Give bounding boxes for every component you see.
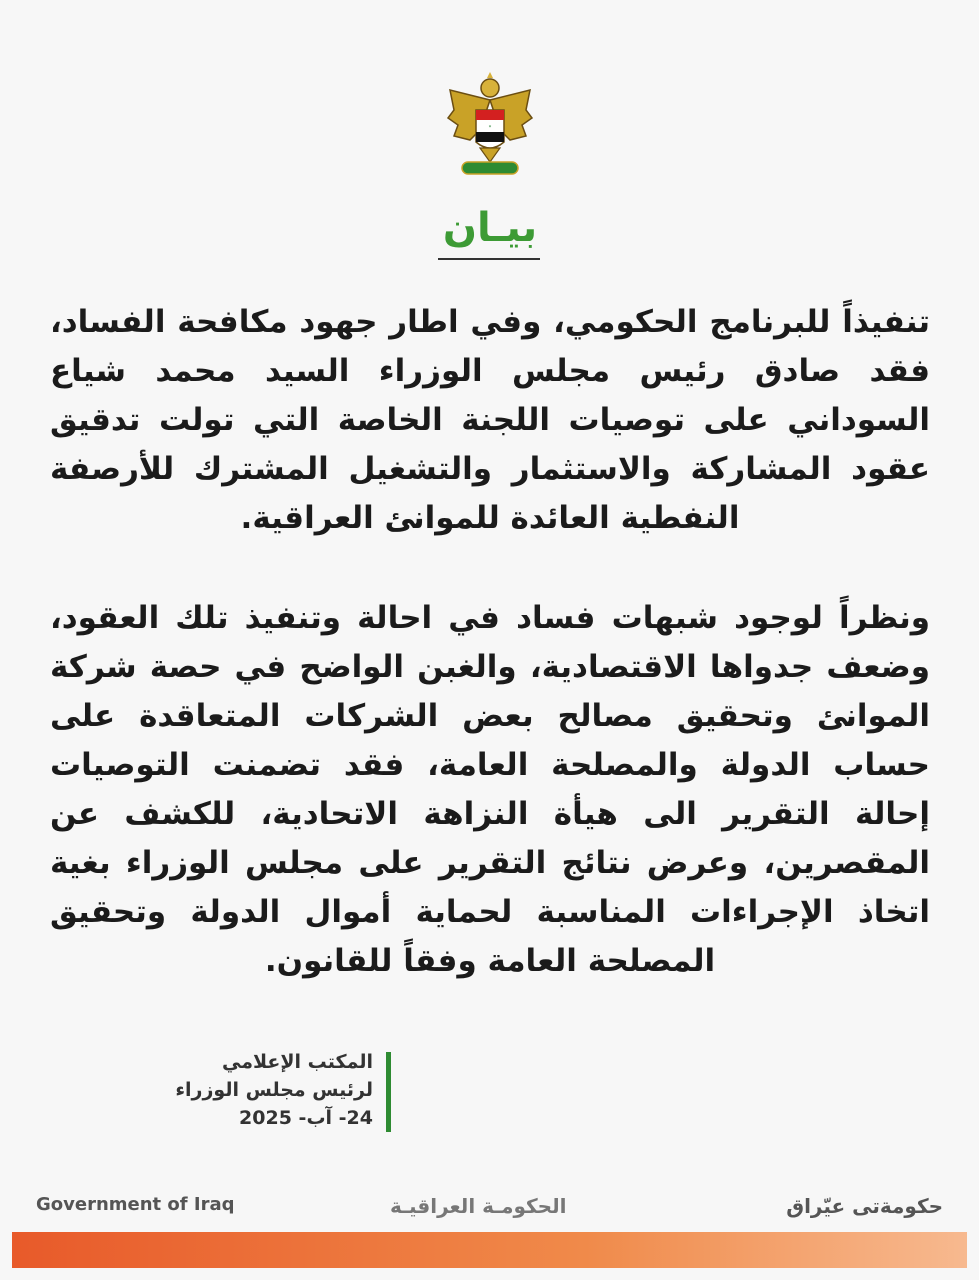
footer-gradient-bar — [12, 1232, 967, 1268]
signature-position: لرئيس مجلس الوزراء — [175, 1079, 373, 1101]
signature-date: 24- آب- 2025 — [239, 1107, 373, 1129]
signature-block — [153, 1048, 373, 1132]
statement-paragraph-2: ونظراً لوجود شبهات فساد في احالة وتنفيذ تلك العقود، وضعف جدواها الاقتصادية، والغبن الواضح في حصة شركة الموانئ وتحقيق مصالح بعض الشركات المتعاقدة على حساب الدولة والمصلحة العامة، فقد تضمنت التوصيات إحالة التقرير الى هيأة النزاهة الاتحادية، للكشف عن المقصرين، وعرض نتائج التقرير على مجلس الوزراء بغية اتخاذ الإجراءات المناسبة لحماية أموال الدولة وتحقيق المصلحة العامة وفقاً للقانون. — [50, 600, 930, 979]
iraq-emblem-icon — [440, 70, 540, 190]
svg-text:*: * — [488, 125, 492, 131]
page-title: بيـان — [442, 205, 538, 251]
footer-english-name: Government of Iraq — [36, 1194, 235, 1215]
footer-arabic-name: الحكومـة العراقيـة — [390, 1194, 567, 1218]
statement-paragraph-1: تنفيذاً للبرنامج الحكومي، وفي اطار جهود مكافحة الفساد، فقد صادق رئيس مجلس الوزراء السيد محمد شياع السوداني على توصيات اللجنة الخاصة التي تولت تدقيق عقود المشاركة والاستثمار والتشغيل المشترك للأرصفة النفطية العائدة للموانئ العراقية. — [50, 304, 930, 536]
signature-accent-bar — [386, 1052, 391, 1132]
title-underline — [438, 258, 540, 260]
signature-office: المكتب الإعلامي — [222, 1051, 373, 1073]
footer-stylized-logo: حكومةتى عيّراق — [786, 1194, 943, 1218]
